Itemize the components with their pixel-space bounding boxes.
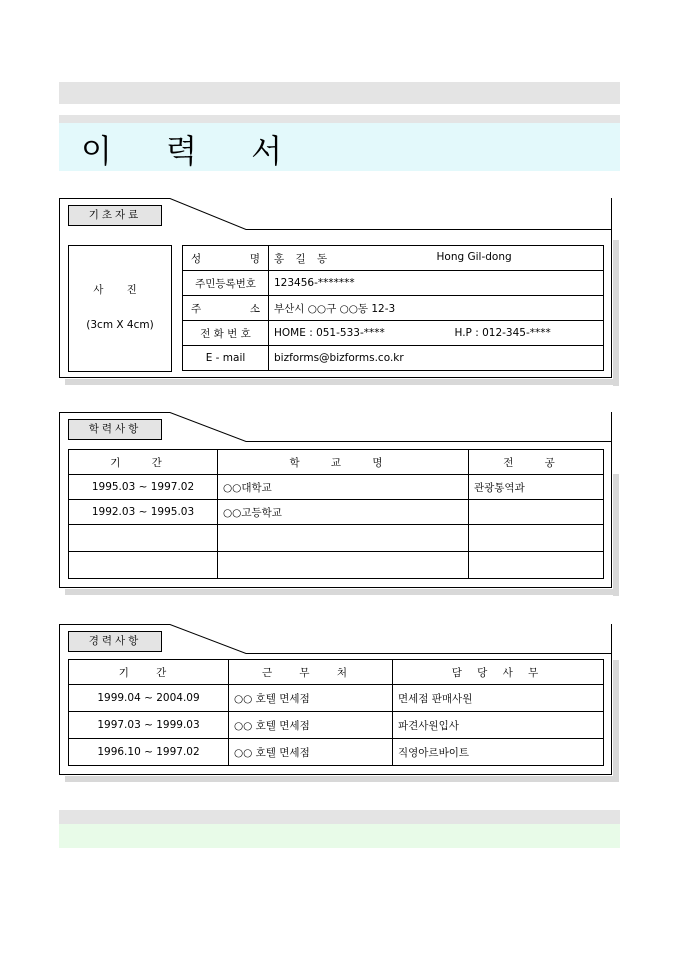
tab-education: 학력사항 (68, 419, 162, 440)
table-row (69, 685, 604, 712)
table-row (183, 296, 604, 321)
photo-size-label: (3cm X 4cm) (86, 319, 154, 331)
school-cell (218, 525, 469, 552)
period-cell: 1997.03 ~ 1999.03 (69, 712, 229, 739)
career-table (68, 659, 604, 766)
table-header-row (69, 660, 604, 685)
address-value: 부산시 ○○구 ○○동 12-3 (269, 296, 604, 321)
resident-number-label: 주민등록번호 (183, 271, 269, 296)
mobile-phone: H.P : 012-345-**** (454, 327, 551, 339)
section-shadow (65, 589, 619, 595)
table-row (69, 500, 604, 525)
table-row (69, 739, 604, 766)
table-row (69, 552, 604, 579)
table-row (69, 712, 604, 739)
education-table (68, 449, 604, 579)
workplace-cell: ○○ 호텔 면세점 (229, 712, 393, 739)
school-cell (218, 552, 469, 579)
header-duties: 담 당 사 무 (393, 660, 604, 685)
table-row (183, 246, 604, 271)
workplace-cell: ○○ 호텔 면세점 (229, 739, 393, 766)
table-row (183, 321, 604, 346)
section-shadow (65, 776, 619, 782)
period-cell: 1992.03 ~ 1995.03 (69, 500, 218, 525)
header-workplace: 근 무 처 (229, 660, 393, 685)
career-section (59, 624, 612, 784)
duties-cell: 파견사원입사 (393, 712, 604, 739)
tab-career: 경력사항 (68, 631, 162, 652)
education-section (59, 412, 612, 598)
school-cell: ○○대학교 (218, 475, 469, 500)
workplace-cell: ○○ 호텔 면세점 (229, 685, 393, 712)
header-period: 기 간 (69, 450, 218, 475)
table-row (183, 271, 604, 296)
top-gray-band (59, 82, 620, 104)
duties-cell: 면세점 판매사원 (393, 685, 604, 712)
table-header-row (69, 450, 604, 475)
header-major: 전 공 (469, 450, 604, 475)
section-shadow (65, 379, 619, 385)
address-label: 주 소 (183, 296, 269, 321)
section-shadow (613, 660, 619, 782)
phone-value (269, 321, 604, 346)
name-value (269, 246, 604, 271)
period-cell: 1999.04 ~ 2004.09 (69, 685, 229, 712)
title-strip (59, 115, 620, 123)
header-period: 기 간 (69, 660, 229, 685)
tab-basic-info: 기초자료 (68, 205, 162, 226)
basic-info-section (59, 198, 612, 388)
email-label: E - mail (183, 346, 269, 371)
duties-cell: 직영아르바이트 (393, 739, 604, 766)
table-row (183, 346, 604, 371)
name-korean: 홍 길 동 (274, 252, 332, 265)
school-cell: ○○고등학교 (218, 500, 469, 525)
name-english: Hong Gil-dong (436, 250, 512, 263)
major-cell (469, 500, 604, 525)
bottom-green-band (59, 824, 620, 848)
email-value: bizforms@bizforms.co.kr (269, 346, 604, 371)
period-cell: 1995.03 ~ 1997.02 (69, 475, 218, 500)
bottom-gray-band (59, 810, 620, 824)
basic-info-table (182, 245, 604, 371)
period-cell: 1996.10 ~ 1997.02 (69, 739, 229, 766)
phone-label: 전 화 번 호 (183, 321, 269, 346)
resident-number-value: 123456-******* (269, 271, 604, 296)
period-cell (69, 525, 218, 552)
section-shadow (613, 474, 619, 596)
header-school: 학 교 명 (218, 450, 469, 475)
photo-label: 사 진 (93, 284, 147, 296)
major-cell: 관광통역과 (469, 475, 604, 500)
table-row (69, 475, 604, 500)
name-label: 성 명 (183, 246, 269, 271)
table-row (69, 525, 604, 552)
title-band (59, 123, 620, 171)
major-cell (469, 552, 604, 579)
section-shadow (613, 240, 619, 386)
photo-box (68, 245, 172, 372)
major-cell (469, 525, 604, 552)
home-phone: HOME : 051-533-**** (274, 327, 385, 339)
period-cell (69, 552, 218, 579)
document-title: 이 력 서 (81, 132, 305, 170)
